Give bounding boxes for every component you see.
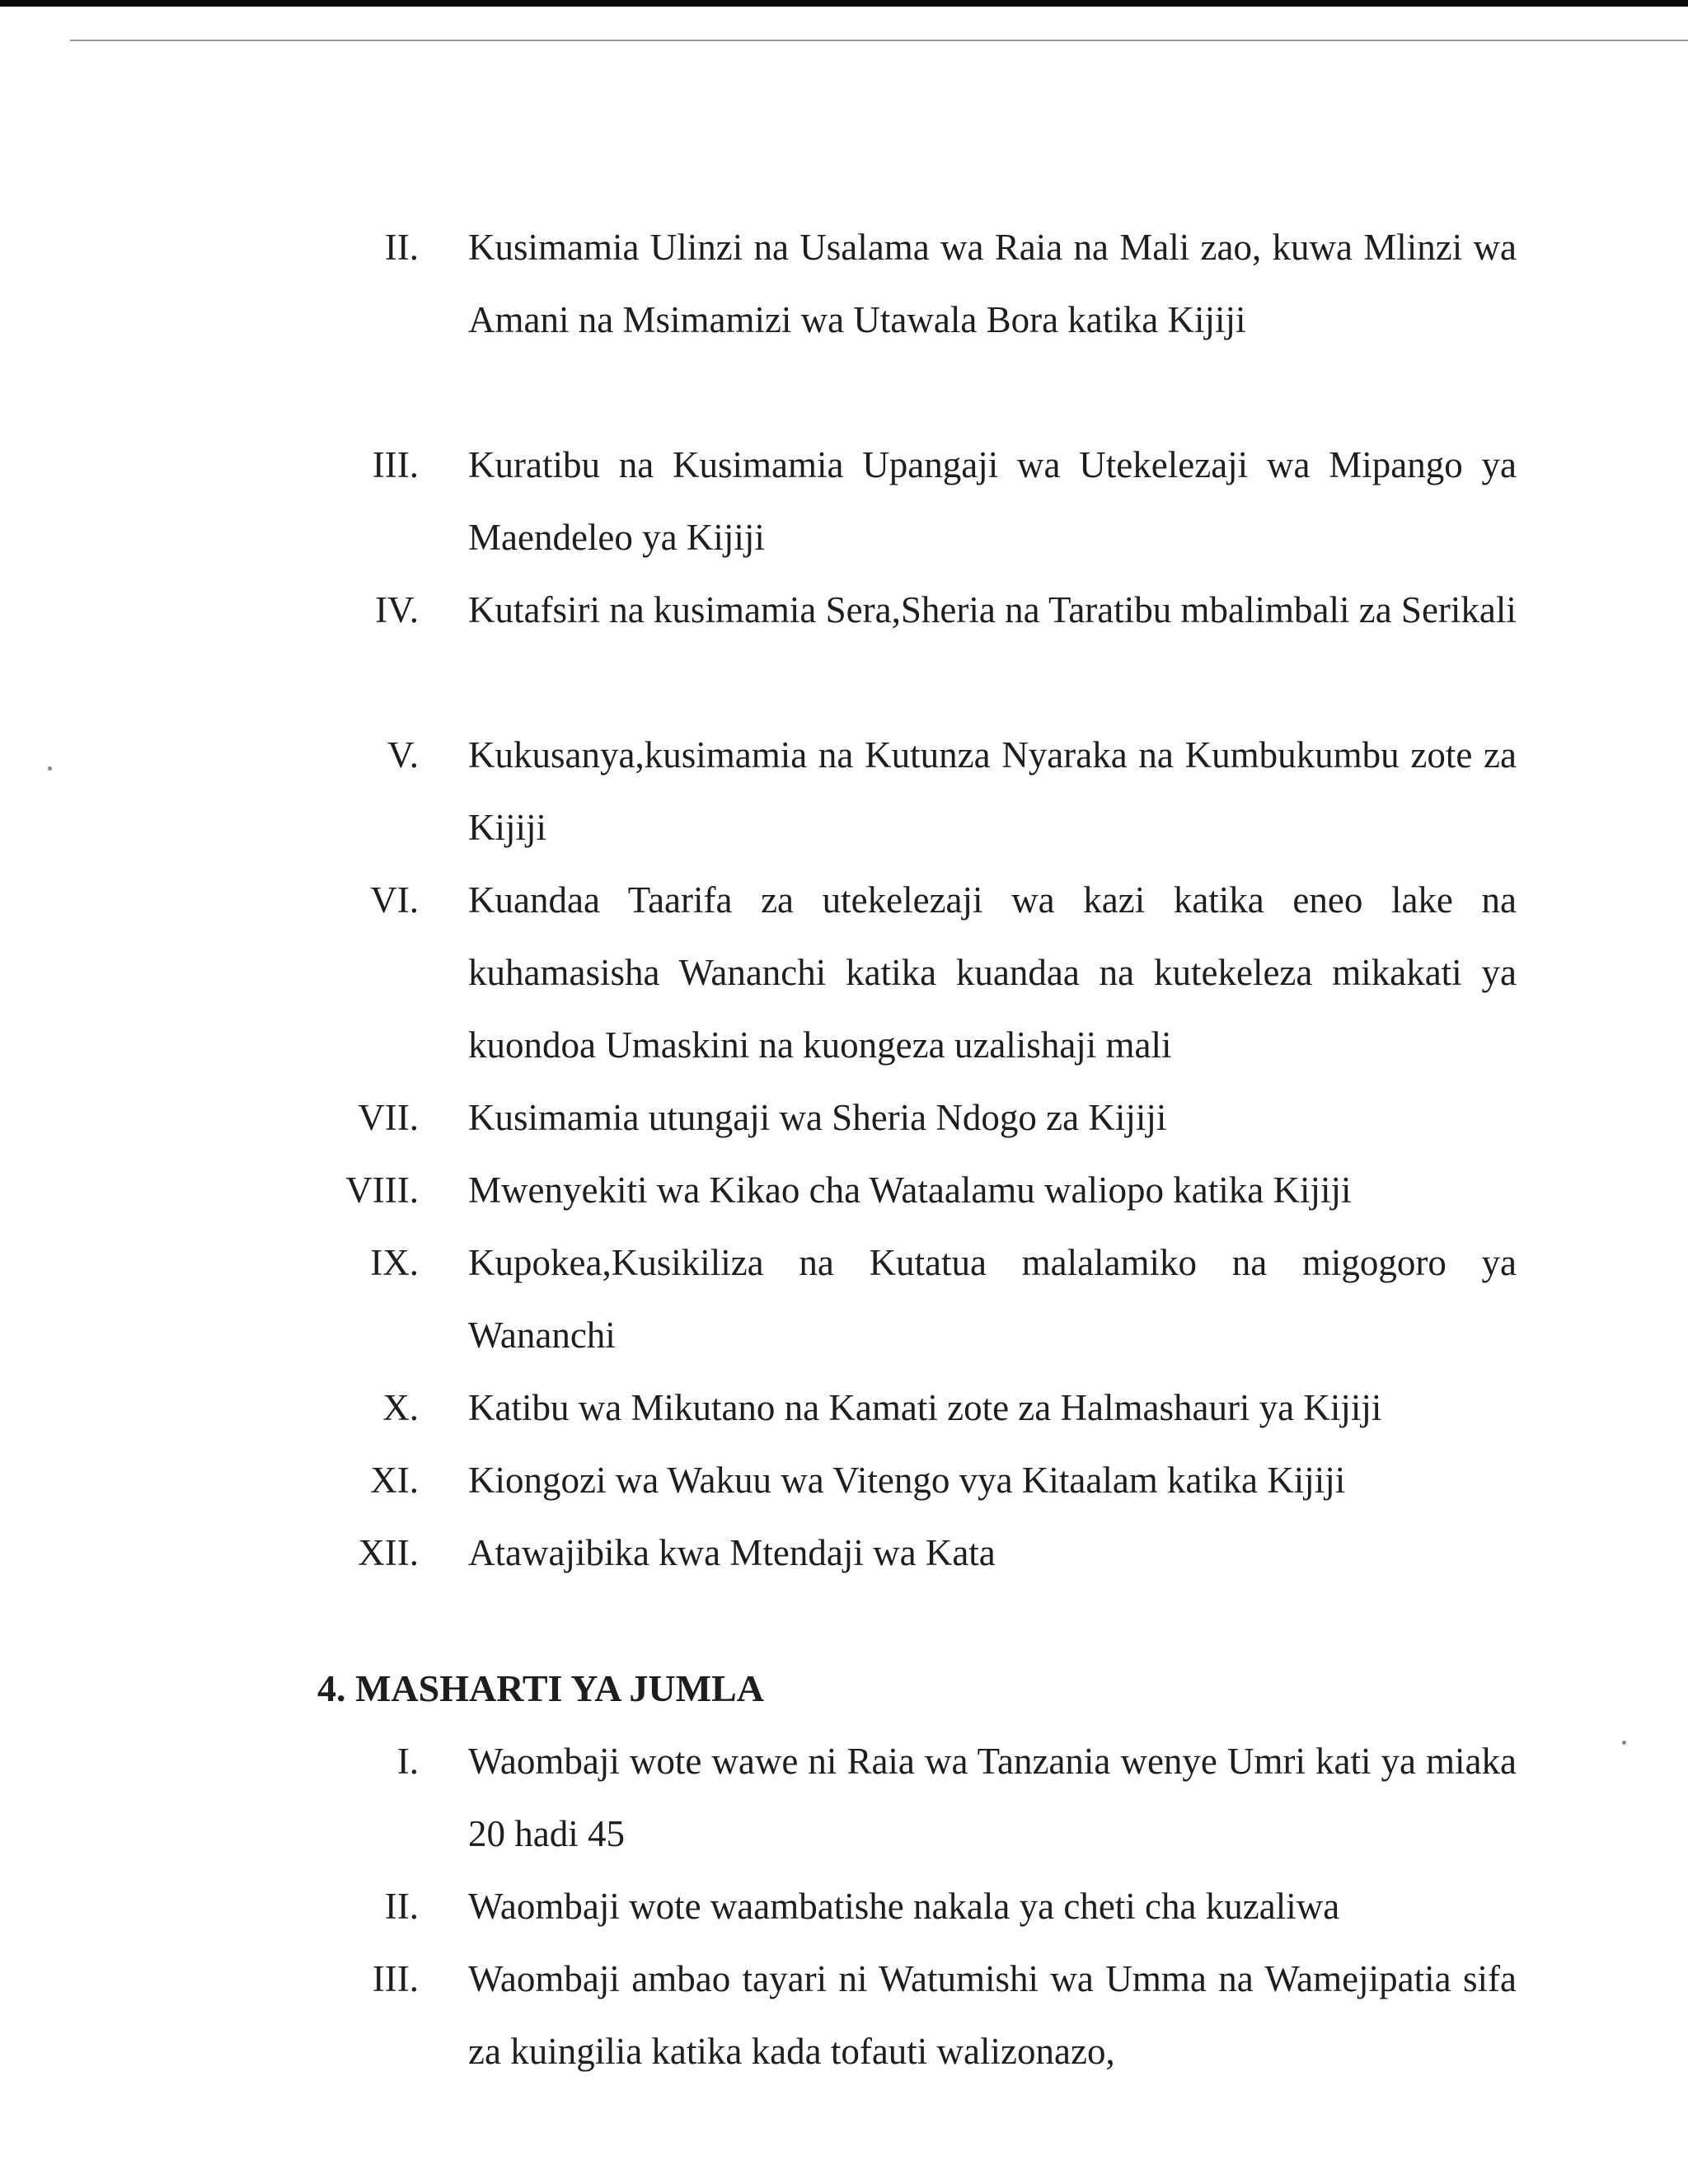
item-text: Kukusanya,kusimamia na Kutunza Nyaraka na Kumbukumbu zote za Kijiji — [468, 734, 1517, 848]
item-text: Waombaji wote waambatishe nakala ya cheti cha kuzaliwa — [468, 1886, 1340, 1927]
item-number: XII. — [358, 1532, 419, 1573]
item-text: Mwenyekiti wa Kikao cha Wataalamu waliopo katika Kijiji — [468, 1169, 1352, 1211]
item-text: Kutafsiri na kusimamia Sera,Sheria na Taratibu mbalimbali za Serikali — [468, 589, 1517, 630]
item-text: Waombaji wote wawe ni Raia wa Tanzania wenye Umri kati ya miaka 20 hadi 45 — [468, 1741, 1517, 1854]
item-text: Atawajibika kwa Mtendaji wa Kata — [468, 1532, 996, 1573]
item-text: Kupokea,Kusikiliza na Kutatua malalamiko na migogoro ya Wananchi — [468, 1242, 1517, 1356]
scan-fold-line — [70, 40, 1688, 41]
item-number: VI. — [370, 879, 419, 921]
item-number: III. — [372, 444, 419, 485]
item-text: Kiongozi wa Wakuu wa Vitengo vya Kitaalam katika Kijiji — [468, 1460, 1346, 1501]
item-text: Kusimamia utungaji wa Sheria Ndogo za Kijiji — [468, 1097, 1167, 1138]
item-number: III. — [372, 1958, 419, 1999]
scan-speck — [48, 766, 52, 771]
item-number: V. — [387, 734, 419, 776]
item-number: II. — [384, 1886, 419, 1927]
scan-speck — [1622, 1741, 1626, 1745]
item-text: Kuratibu na Kusimamia Upangaji wa Utekelezaji wa Mipango ya Maendeleo ya Kijiji — [468, 444, 1517, 558]
item-text: Kuandaa Taarifa za utekelezaji wa kazi katika eneo lake na kuhamasisha Wananchi katika kuandaa na kutekeleza mikakati ya kuondoa Umaskini na kuongeza uzalishaji mali — [468, 879, 1517, 1066]
item-text: Katibu wa Mikutano na Kamati zote za Halmashauri ya Kijiji — [468, 1387, 1382, 1428]
item-number: XI. — [370, 1460, 419, 1501]
item-number: IV. — [375, 589, 419, 630]
item-number: VII. — [358, 1097, 419, 1138]
item-text: Kusimamia Ulinzi na Usalama wa Raia na Mali zao, kuwa Mlinzi wa Amani na Msimamizi wa Utawala Bora katika Kijiji — [468, 227, 1517, 340]
section-heading: 4. MASHARTI YA JUMLA — [317, 1667, 764, 1709]
item-number: VIII. — [345, 1169, 419, 1211]
item-number: I. — [396, 1741, 419, 1782]
scan-top-edge — [0, 0, 1688, 7]
item-number: II. — [384, 227, 419, 268]
item-number: X. — [382, 1387, 419, 1428]
item-text: Waombaji ambao tayari ni Watumishi wa Umma na Wamejipatia sifa za kuingilia katika kada tofauti walizonazo, — [468, 1958, 1517, 2072]
item-number: IX. — [370, 1242, 419, 1283]
